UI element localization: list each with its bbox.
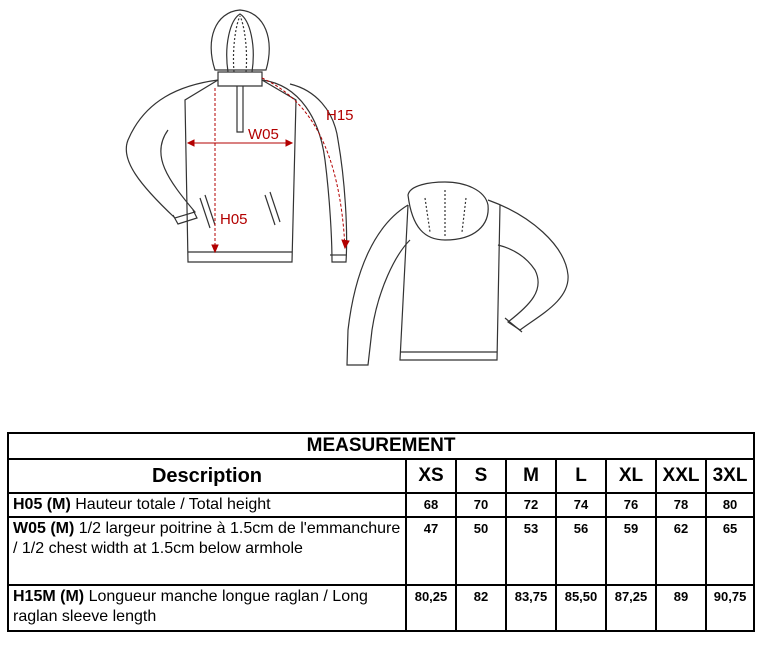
table-cell: 82 [456, 585, 506, 631]
size-header-l: L [556, 459, 606, 493]
table-cell: 89 [656, 585, 706, 631]
table-row [8, 585, 754, 631]
row-description [8, 585, 406, 631]
size-header-xxl: XXL [656, 459, 706, 493]
table-cell: 50 [456, 517, 506, 585]
table-cell: 62 [656, 517, 706, 585]
dimension-lines [188, 78, 349, 252]
table-cell: 47 [406, 517, 456, 585]
table-cell: 87,25 [606, 585, 656, 631]
table-cell: 53 [506, 517, 556, 585]
row-description [8, 493, 406, 517]
size-header-s: S [456, 459, 506, 493]
table-cell: 70 [456, 493, 506, 517]
size-header-3xl: 3XL [706, 459, 754, 493]
row-description [8, 517, 406, 585]
table-cell: 80 [706, 493, 754, 517]
description-header: Description [8, 459, 406, 493]
table-cell: 74 [556, 493, 606, 517]
table-row [8, 517, 754, 585]
table-cell: 90,75 [706, 585, 754, 631]
h05-dimension-label: H05 [220, 211, 248, 228]
table-cell: 80,25 [406, 585, 456, 631]
measurement-table [7, 432, 755, 632]
h15-dimension-label: H15 [326, 107, 354, 124]
back-view-hoodie [347, 182, 568, 365]
table-cell: 83,75 [506, 585, 556, 631]
row-code: H15M (M) [13, 588, 85, 605]
row-text: Hauteur totale / Total height [75, 496, 271, 513]
table-cell: 85,50 [556, 585, 606, 631]
w05-dimension-label: W05 [248, 126, 279, 143]
table-row [8, 493, 754, 517]
row-text: Longueur manche longue raglan / Long raglan sleeve length [13, 588, 368, 625]
table-cell: 56 [556, 517, 606, 585]
row-code: W05 (M) [13, 520, 75, 537]
table-cell: 76 [606, 493, 656, 517]
size-header-xl: XL [606, 459, 656, 493]
size-header-xs: XS [406, 459, 456, 493]
table-cell: 59 [606, 517, 656, 585]
table-cell: 72 [506, 493, 556, 517]
table-title: MEASUREMENT [8, 433, 754, 459]
table-cell: 78 [656, 493, 706, 517]
row-text: 1/2 largeur poitrine à 1.5cm de l'emmanchure / 1/2 chest width at 1.5cm below armhole [13, 520, 401, 557]
size-header-m: M [506, 459, 556, 493]
table-cell: 68 [406, 493, 456, 517]
row-code: H05 (M) [13, 496, 71, 513]
table-cell: 65 [706, 517, 754, 585]
